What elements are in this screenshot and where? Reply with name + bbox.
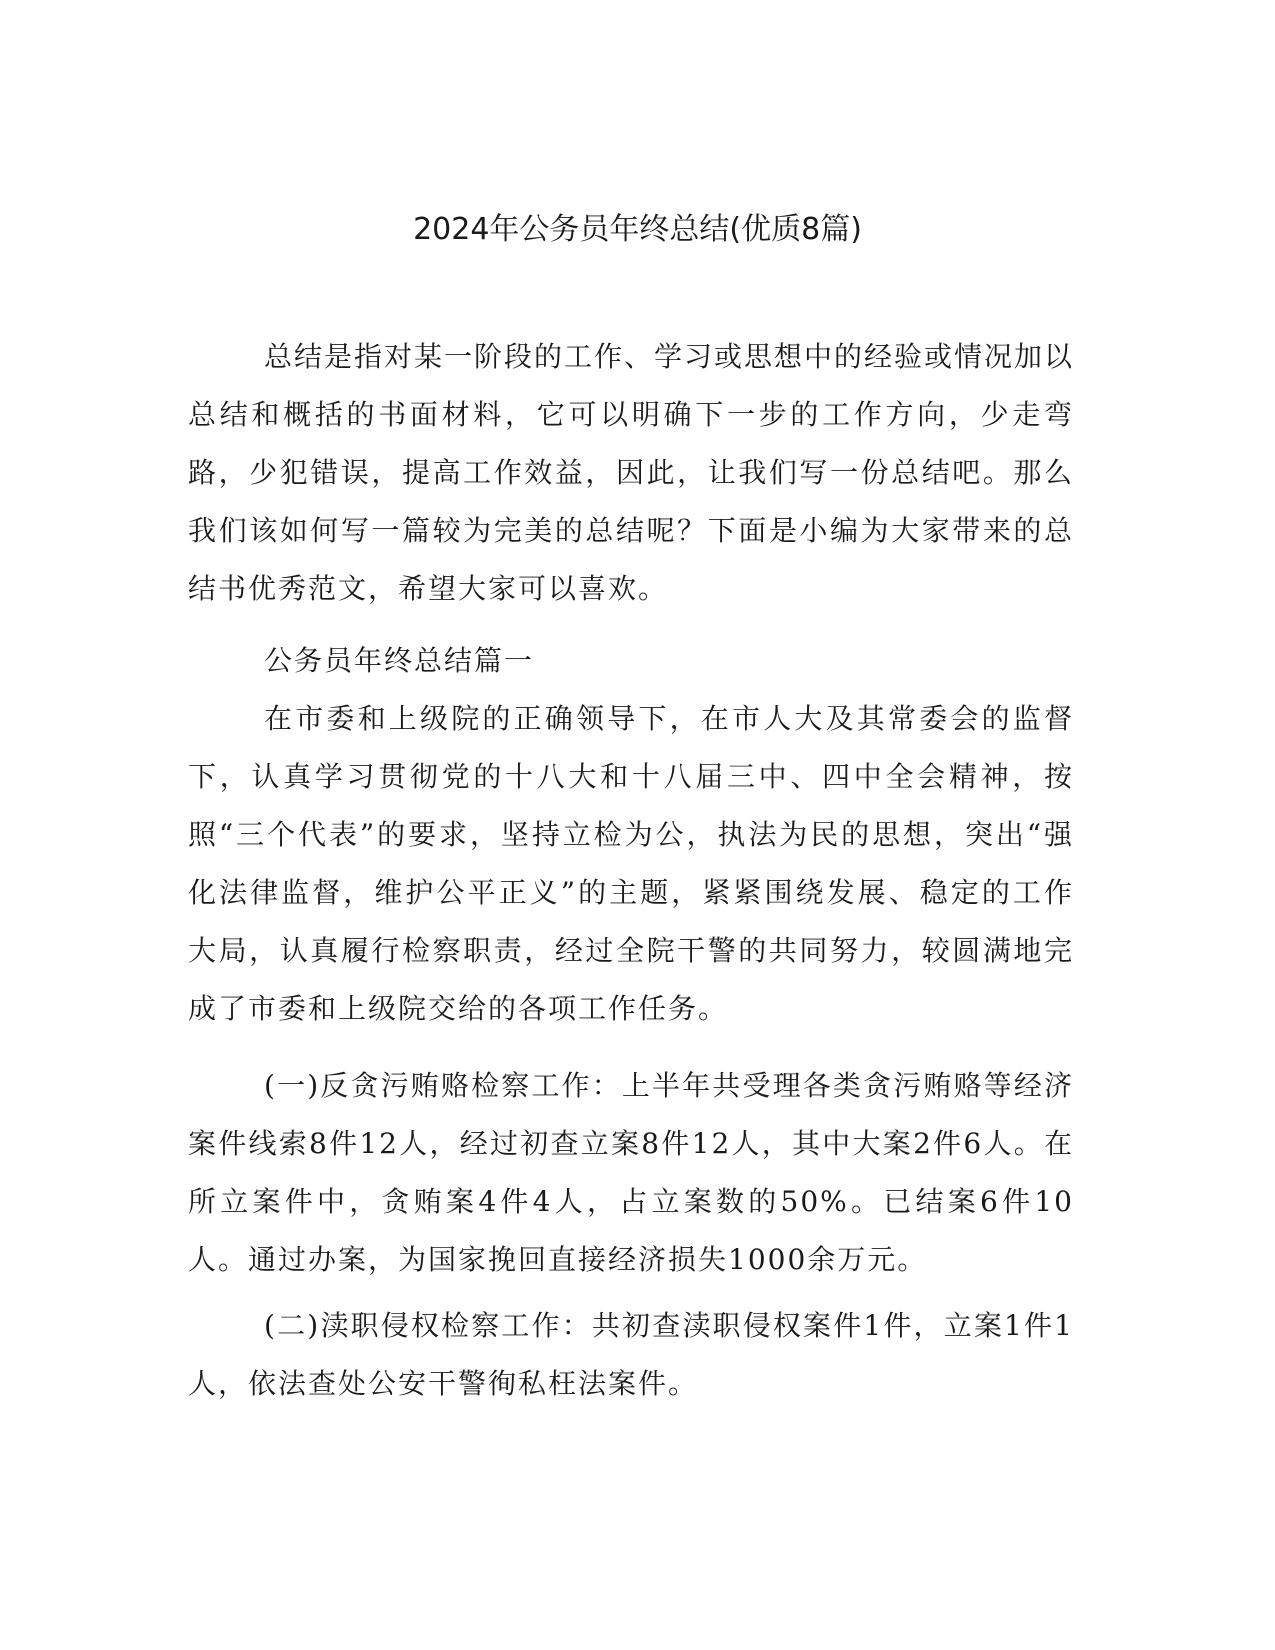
document-title: 2024年公务员年终总结(优质8篇) <box>413 212 862 247</box>
intro-paragraph: 总结是指对某一阶段的工作、学习或思想中的经验或情况加以总结和概括的书面材料，它可以明确下一步的工作方向，少走弯路，少犯错误，提高工作效益，因此，让我们写一份总结吧。那么我们该如何写一篇较为完美的总结呢？下面是小编为大家带来的总结书优秀范文，希望大家可以喜欢。 <box>188 340 1075 605</box>
section-heading: 公务员年终总结篇一 <box>264 644 535 677</box>
item-two-paragraph: (二)渎职侵权检察工作：共初查渎职侵权案件1件，立案1件1人，依法查处公安干警徇私枉法案件。 <box>188 1309 1074 1400</box>
section-one-paragraph: 在市委和上级院的正确领导下，在市人大及其常委会的监督下，认真学习贯彻党的十八大和十八届三中、四中全会精神，按照“三个代表”的要求，坚持立检为公，执法为民的思想，突出“强化法律监督，维护公平正义”的主题，紧紧围绕发展、稳定的工作大局，认真履行检察职责，经过全院干警的共同努力，较圆满地完成了市委和上级院交给的各项工作任务。 <box>188 702 1074 1025</box>
item-one-paragraph: (一)反贪污贿赂检察工作：上半年共受理各类贪污贿赂等经济案件线索8件12人，经过初查立案8件12人，其中大案2件6人。在所立案件中，贪贿案4件4人，占立案数的50%。已结案6件10人。通过办案，为国家挽回直接经济损失1000余万元。 <box>188 1069 1074 1276</box>
